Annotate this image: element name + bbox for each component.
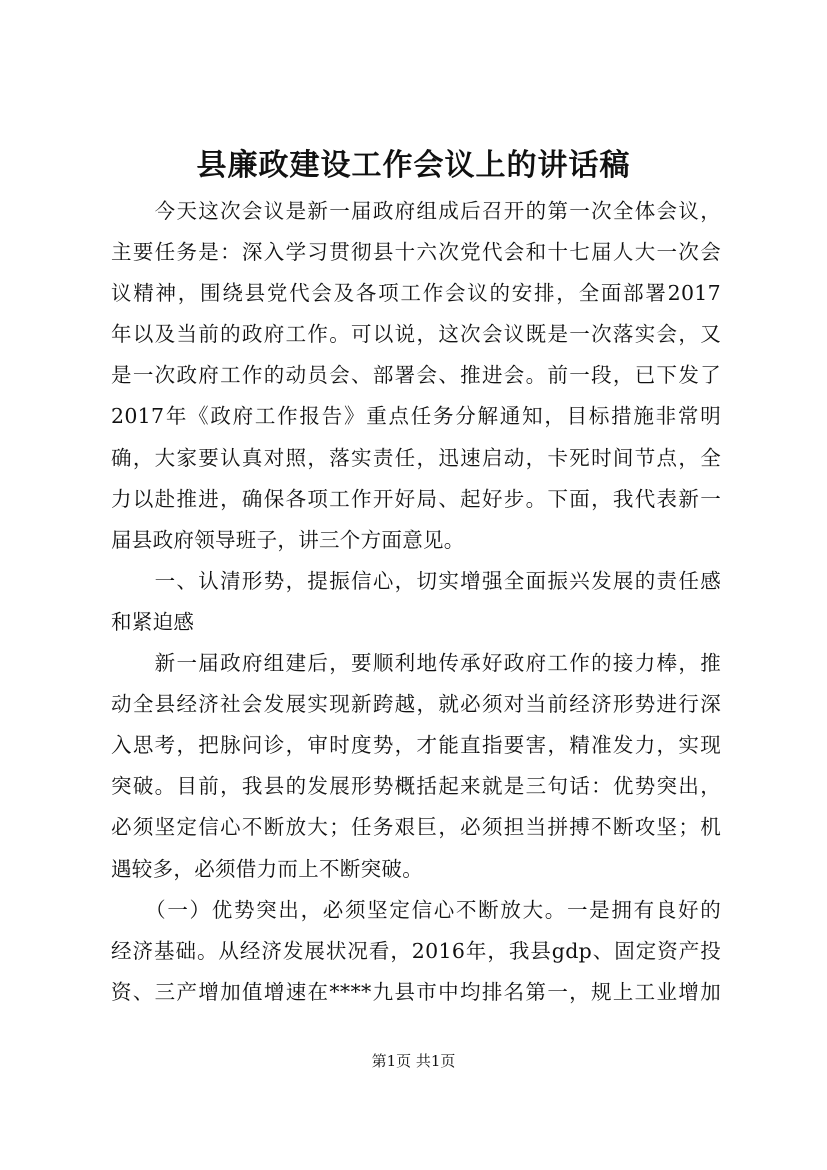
section-heading-line: 和紧迫感 [111,609,195,634]
body-line: 入思考，把脉问诊，审时度势，才能直指要害，精准发力，实现 [111,733,721,758]
body-line: 资、三产增加值增速在****九县市中均排名第一，规上工业增加 [111,979,721,1004]
body-line: 是一次政府工作的动员会、部署会、推进会。前一段，已下发了 [111,363,721,388]
body-line: 议精神，围绕县党代会及各项工作会议的安排，全面部署2017 [111,281,721,306]
body-line: 经济基础。从经济发展状况看，2016年，我县gdp、固定资产投 [111,938,721,963]
body-line: 动全县经济社会发展实现新跨越，就必须对当前经济形势进行深 [111,692,721,717]
body-line: 2017年《政府工作报告》重点任务分解通知，目标措施非常明 [111,404,721,429]
body-line: 届县政府领导班子，讲三个方面意见。 [111,527,465,552]
document-body [111,191,721,1013]
body-line: 突破。目前，我县的发展形势概括起来就是三句话：优势突出， [111,774,721,799]
section-heading-line: 一、认清形势，提振信心，切实增强全面振兴发展的责任感 [111,568,721,593]
body-line: 今天这次会议是新一届政府组成后召开的第一次全体会议， [111,199,721,223]
body-line: 新一届政府组建后，要顺利地传承好政府工作的接力棒，推 [111,651,721,676]
body-line: 必须坚定信心不断放大；任务艰巨，必须担当拼搏不断攻坚；机 [111,815,721,840]
body-line: 力以赴推进，确保各项工作开好局、起好步。下面，我代表新一 [111,486,721,511]
body-line: 年以及当前的政府工作。可以说，这次会议既是一次落实会，又 [111,322,721,347]
body-line: 确，大家要认真对照，落实责任，迅速启动，卡死时间节点，全 [111,445,721,470]
document-title: 县廉政建设工作会议上的讲话稿 [196,148,631,183]
body-line: 遇较多，必须借力而上不断突破。 [111,856,423,881]
body-line: （一）优势突出，必须坚定信心不断放大。一是拥有良好的 [111,897,721,922]
body-line: 主要任务是：深入学习贯彻县十六次党代会和十七届人大一次会 [111,240,721,265]
page-footer: 第1页 共1页 [371,1052,456,1070]
